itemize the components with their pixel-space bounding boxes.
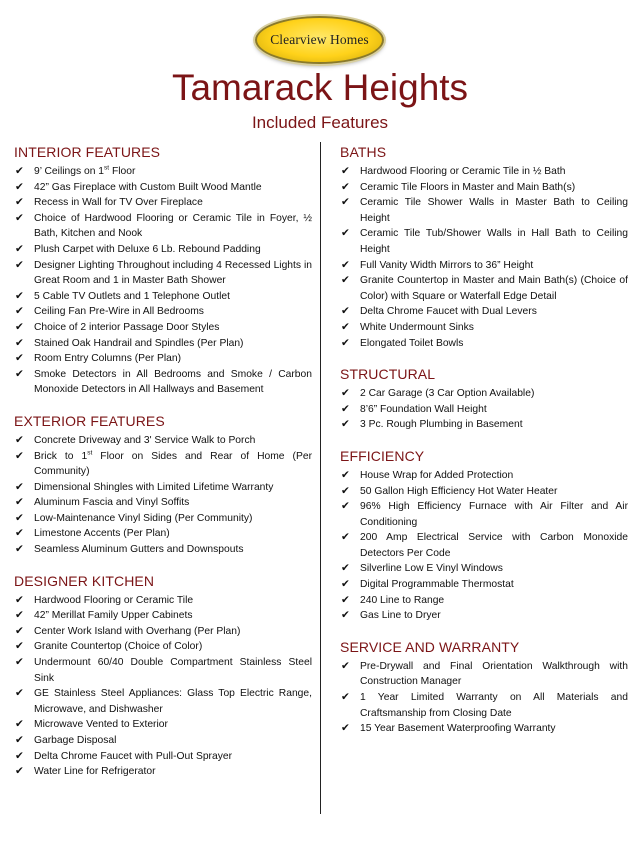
feature-text: Brick to 1st Floor on Sides and Rear of Home (Per Community)	[34, 449, 312, 478]
check-icon: ✔	[15, 211, 24, 224]
section-title: EFFICIENCY	[340, 447, 425, 464]
feature-item	[14, 289, 312, 305]
check-icon: ✔	[341, 165, 350, 177]
feature-text: Microwave Vented to Exterior	[34, 719, 168, 731]
feature-text: Designer Lighting Throughout including 4 Recessed Lights in Great Room and 1 in Master Bath Shower	[34, 259, 312, 287]
feature-item	[14, 686, 312, 717]
feature-list	[340, 164, 628, 351]
section-structural	[340, 365, 628, 433]
feature-item	[14, 180, 312, 196]
section-service-and-warranty	[340, 638, 628, 737]
feature-item	[340, 499, 628, 530]
check-icon: ✔	[341, 320, 350, 333]
check-icon: ✔	[15, 511, 24, 524]
feature-item	[14, 542, 312, 558]
feature-text: 3 Pc. Rough Plumbing in Basement	[360, 419, 523, 431]
feature-item	[340, 195, 628, 226]
feature-text: Seamless Aluminum Gutters and Downspouts	[34, 544, 244, 556]
check-icon: ✔	[341, 722, 350, 735]
check-icon: ✔	[15, 734, 24, 746]
check-icon: ✔	[15, 543, 24, 556]
feature-text: 1 Year Limited Warranty on All Materials and Craftsmanship from Closing Date	[360, 692, 628, 719]
feature-item	[14, 164, 312, 180]
section-interior-features	[14, 143, 312, 398]
check-icon: ✔	[15, 496, 24, 509]
check-icon: ✔	[15, 656, 24, 669]
feature-text: 42” Merillat Family Upper Cabinets	[34, 610, 193, 622]
check-icon: ✔	[15, 305, 24, 318]
check-icon: ✔	[341, 659, 350, 672]
feature-item	[340, 180, 628, 196]
check-icon: ✔	[341, 418, 350, 431]
feature-item	[340, 258, 628, 274]
feature-text: Gas Line to Dryer	[360, 610, 441, 622]
feature-text: Ceramic Tile Shower Walls in Master Bath to Ceiling Height	[360, 197, 628, 224]
feature-text: 200 Amp Electrical Service with Carbon Monoxide Detectors Per Code	[360, 532, 628, 559]
feature-text: Limestone Accents (Per Plan)	[34, 528, 170, 540]
logo-text: Clearview Homes	[270, 32, 369, 47]
feature-text: 15 Year Basement Waterproofing Warranty	[360, 723, 556, 735]
check-icon: ✔	[341, 305, 350, 318]
feature-item	[340, 484, 628, 500]
feature-text: Hardwood Flooring or Ceramic Tile in ½ Bath	[360, 166, 566, 177]
check-icon: ✔	[15, 180, 24, 193]
feature-item	[340, 690, 628, 721]
check-icon: ✔	[341, 336, 350, 349]
check-icon: ✔	[15, 336, 24, 349]
check-icon: ✔	[15, 289, 24, 302]
feature-item	[14, 717, 312, 733]
feature-item	[14, 195, 312, 211]
feature-item	[14, 495, 312, 511]
feature-text: Concrete Driveway and 3' Service Walk to Porch	[34, 434, 256, 446]
feature-item	[14, 511, 312, 527]
feature-text: Delta Chrome Faucet with Dual Levers	[360, 306, 537, 318]
section-title: SERVICE AND WARRANTY	[340, 638, 520, 655]
check-icon: ✔	[341, 691, 350, 704]
feature-item	[340, 721, 628, 737]
feature-list	[14, 433, 312, 558]
feature-text: Undermount 60/40 Double Compartment Stainless Steel Sink	[34, 657, 312, 684]
feature-text: Granite Countertop in Master and Main Bath(s) (Choice of Color) with Square or Waterfall Edge Detail	[360, 275, 628, 302]
feature-item	[14, 351, 312, 367]
feature-item	[340, 273, 628, 304]
feature-text: Choice of Hardwood Flooring or Ceramic Tile in Foyer, ½ Bath, Kitchen and Nook	[34, 212, 312, 240]
feature-item	[340, 530, 628, 561]
feature-text: Delta Chrome Faucet with Pull-Out Sprayer	[34, 750, 233, 762]
feature-item	[340, 577, 628, 593]
check-icon: ✔	[341, 531, 350, 544]
check-icon: ✔	[15, 352, 24, 365]
feature-list	[14, 164, 312, 398]
check-icon: ✔	[341, 484, 350, 497]
check-icon: ✔	[15, 527, 24, 540]
feature-text: Ceramic Tile Floors in Master and Main Bath(s)	[360, 181, 576, 193]
check-icon: ✔	[15, 320, 24, 333]
feature-text: Water Line for Refrigerator	[34, 766, 156, 778]
check-icon: ✔	[15, 624, 24, 637]
feature-item	[14, 304, 312, 320]
check-icon: ✔	[341, 274, 350, 287]
feature-item	[14, 258, 312, 289]
feature-text: Silverline Low E Vinyl Windows	[360, 563, 503, 575]
check-icon: ✔	[15, 718, 24, 731]
feature-list	[340, 468, 628, 624]
feature-item	[340, 164, 628, 180]
check-icon: ✔	[15, 196, 24, 209]
feature-text: Ceiling Fan Pre-Wire in All Bedrooms	[34, 306, 204, 318]
check-icon: ✔	[15, 749, 24, 762]
feature-text: 2 Car Garage (3 Car Option Available)	[360, 388, 535, 400]
feature-text: Stained Oak Handrail and Spindles (Per Plan)	[34, 337, 244, 349]
feature-item	[340, 226, 628, 257]
feature-text: Dimensional Shingles with Limited Lifetime Warranty	[34, 481, 274, 493]
feature-text: Granite Countertop (Choice of Color)	[34, 641, 203, 653]
feature-item	[14, 593, 312, 609]
feature-item	[14, 526, 312, 542]
feature-text: Hardwood Flooring or Ceramic Tile	[34, 594, 194, 606]
section-title: INTERIOR FEATURES	[14, 144, 161, 160]
feature-item	[14, 639, 312, 655]
section-title: EXTERIOR FEATURES	[14, 412, 165, 429]
left-column	[14, 143, 312, 794]
feature-text: 240 Line to Range	[360, 594, 445, 606]
feature-item	[14, 320, 312, 336]
feature-text: Pre-Drywall and Final Orientation Walkthrough with Construction Manager	[360, 660, 628, 688]
feature-item	[14, 749, 312, 765]
check-icon: ✔	[15, 433, 24, 446]
feature-item	[340, 304, 628, 320]
feature-text: Recess in Wall for TV Over Fireplace	[34, 197, 203, 209]
check-icon: ✔	[341, 593, 350, 606]
check-icon: ✔	[341, 562, 350, 575]
feature-text: House Wrap for Added Protection	[360, 469, 514, 481]
feature-item	[14, 211, 312, 242]
feature-item	[340, 593, 628, 609]
clearview-homes-logo	[255, 16, 384, 64]
feature-item	[340, 659, 628, 690]
check-icon: ✔	[341, 609, 350, 622]
section-efficiency	[340, 447, 628, 624]
check-icon: ✔	[341, 227, 350, 240]
check-icon: ✔	[15, 765, 24, 778]
feature-item	[14, 608, 312, 624]
feature-item	[340, 320, 628, 336]
check-icon: ✔	[15, 367, 24, 380]
check-icon: ✔	[15, 165, 24, 177]
feature-item	[14, 480, 312, 496]
feature-text: 9’ Ceilings on 1st Floor	[34, 164, 136, 177]
check-icon: ✔	[15, 609, 24, 622]
feature-text: Garbage Disposal	[34, 735, 117, 746]
feature-text: GE Stainless Steel Appliances: Glass Top Electric Range, Microwave, and Dishwasher	[34, 688, 312, 715]
feature-list	[340, 659, 628, 737]
feature-text: Elongated Toilet Bowls	[360, 337, 464, 349]
feature-item	[14, 449, 312, 480]
feature-text: 96% High Efficiency Furnace with Air Filter and Air Conditioning	[360, 501, 628, 528]
feature-item	[340, 417, 628, 433]
check-icon: ✔	[341, 196, 350, 209]
feature-text: Aluminum Fascia and Vinyl Soffits	[34, 497, 190, 509]
section-title: DESIGNER KITCHEN	[14, 572, 155, 589]
feature-item	[14, 764, 312, 780]
feature-item	[340, 608, 628, 624]
feature-text: Full Vanity Width Mirrors to 36” Height	[360, 259, 534, 271]
feature-text: 5 Cable TV Outlets and 1 Telephone Outlet	[34, 290, 230, 302]
feature-text: Digital Programmable Thermostat	[360, 579, 514, 591]
page-subtitle: Included Features	[251, 113, 389, 132]
feature-list	[340, 386, 628, 433]
feature-text: 42” Gas Fireplace with Custom Built Wood Mantle	[34, 181, 262, 193]
check-icon: ✔	[15, 480, 24, 493]
check-icon: ✔	[341, 258, 350, 271]
page-title: Tamarack Heights	[171, 67, 469, 108]
column-divider	[320, 142, 321, 814]
section-title: BATHS	[340, 144, 387, 160]
check-icon: ✔	[15, 258, 24, 271]
feature-item	[14, 733, 312, 749]
feature-text: 8’6” Foundation Wall Height	[360, 403, 487, 415]
check-icon: ✔	[341, 387, 350, 400]
feature-text: Plush Carpet with Deluxe 6 Lb. Rebound Padding	[34, 243, 261, 255]
feature-item	[14, 655, 312, 686]
feature-text: Smoke Detectors in All Bedrooms and Smoke / Carbon Monoxide Detectors in All Hallways and Basement	[34, 368, 312, 396]
feature-item	[14, 336, 312, 352]
feature-text: Choice of 2 interior Passage Door Styles	[34, 321, 220, 333]
feature-text: Low-Maintenance Vinyl Siding (Per Community)	[34, 512, 253, 524]
feature-item	[14, 367, 312, 398]
section-designer-kitchen	[14, 572, 312, 780]
section-baths	[340, 143, 628, 351]
feature-text: Center Work Island with Overhang (Per Plan)	[34, 625, 241, 637]
feature-item	[340, 336, 628, 352]
feature-list	[14, 593, 312, 780]
feature-text: 50 Gallon High Efficiency Hot Water Heater	[360, 485, 558, 497]
feature-text: White Undermount Sinks	[360, 321, 474, 333]
feature-item	[340, 561, 628, 577]
check-icon: ✔	[15, 449, 24, 462]
section-title: STRUCTURAL	[340, 366, 436, 383]
feature-item	[340, 468, 628, 484]
feature-item	[340, 402, 628, 418]
feature-item	[14, 624, 312, 640]
check-icon: ✔	[15, 593, 24, 606]
check-icon: ✔	[341, 500, 350, 513]
right-column	[340, 143, 628, 751]
check-icon: ✔	[341, 180, 350, 193]
check-icon: ✔	[15, 687, 24, 700]
feature-item	[340, 386, 628, 402]
check-icon: ✔	[341, 578, 350, 591]
check-icon: ✔	[341, 402, 350, 415]
check-icon: ✔	[341, 468, 350, 481]
check-icon: ✔	[15, 640, 24, 653]
feature-item	[14, 433, 312, 449]
feature-item	[14, 242, 312, 258]
section-exterior-features	[14, 412, 312, 558]
check-icon: ✔	[15, 242, 24, 255]
feature-text: Room Entry Columns (Per Plan)	[34, 353, 182, 365]
feature-text: Ceramic Tile Tub/Shower Walls in Hall Bath to Ceiling Height	[360, 228, 628, 255]
